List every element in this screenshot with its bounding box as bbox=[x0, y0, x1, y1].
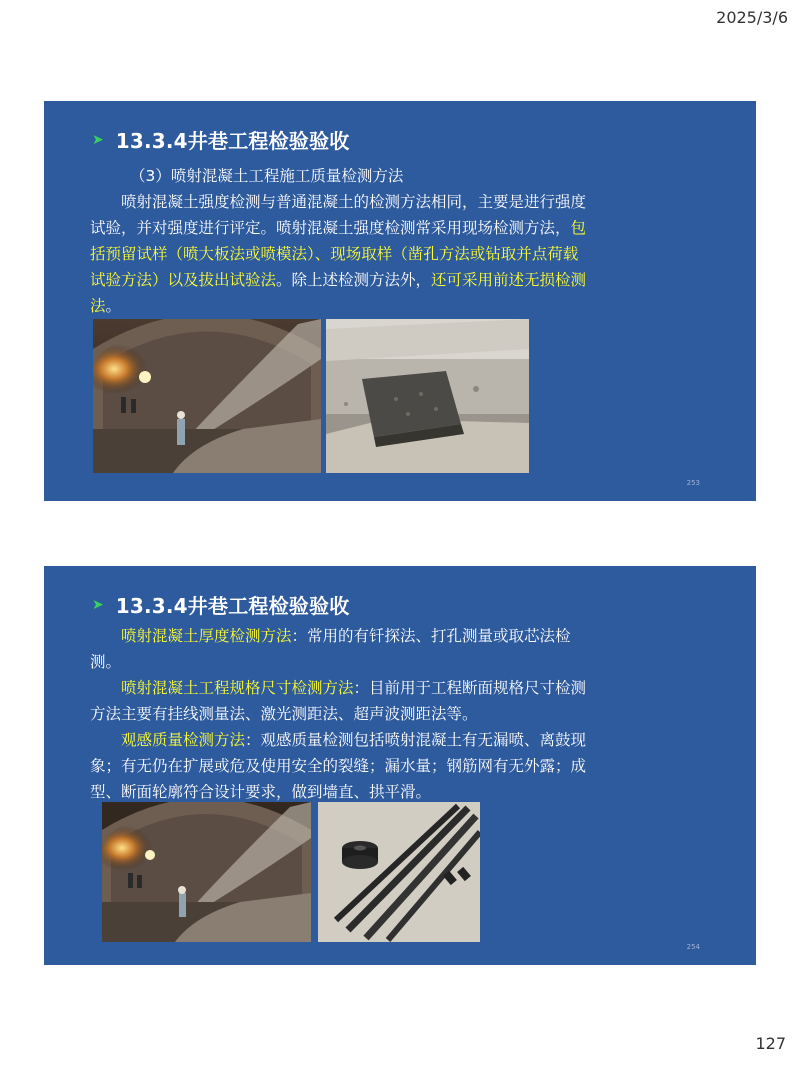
dimension-paragraph bbox=[90, 675, 590, 727]
slide-title: 13.3.4井巷工程检验验收 bbox=[115, 129, 350, 153]
slide-body bbox=[90, 163, 590, 319]
slide-title-row bbox=[92, 590, 349, 619]
drill-rods-photo bbox=[318, 802, 480, 942]
body-paragraph bbox=[90, 189, 590, 319]
highlight-text: 喷射混凝土工程规格尺寸检测方法 bbox=[121, 679, 354, 697]
page-number: 127 bbox=[755, 1034, 786, 1053]
body-text: ：观感质量检测包括喷射混凝土有无漏喷、离鼓现象；有无仍在扩展或危及使用安全的裂缝；漏水量；钢筋网有无外露；成型、断面轮廓符合设计要求，做到墙直、拱平滑。 bbox=[90, 731, 587, 801]
body-text: ：目前用于工程断面规格尺寸检测方法主要有挂线测量法、激光测距法、超声波测距法等。 bbox=[90, 679, 587, 723]
slide-254 bbox=[44, 566, 756, 965]
body-text: ：常用的有钎探法、打孔测量或取芯法检测。 bbox=[90, 627, 571, 671]
body-text: 。 bbox=[105, 297, 122, 315]
arrow-bullet-icon: ➤ bbox=[92, 131, 104, 148]
appearance-paragraph bbox=[90, 727, 590, 805]
slide-title: 13.3.4井巷工程检验验收 bbox=[115, 594, 350, 618]
highlight-text: 喷射混凝土厚度检测方法 bbox=[121, 627, 292, 645]
tunnel-shotcrete-photo bbox=[102, 802, 311, 942]
highlight-text: 观感质量检测方法 bbox=[121, 731, 246, 749]
body-text: 喷射混凝土强度检测与普通混凝土的检测方法相同，主要是进行强度试验，并对强度进行评定。喷射混凝土强度检测常采用现场检测方法， bbox=[90, 193, 587, 237]
thickness-paragraph bbox=[90, 623, 590, 675]
slide-253 bbox=[44, 101, 756, 501]
page-date: 2025/3/6 bbox=[716, 8, 788, 27]
slide-number: 254 bbox=[686, 943, 700, 951]
tunnel-shotcrete-photo bbox=[93, 319, 321, 473]
arrow-bullet-icon: ➤ bbox=[92, 596, 104, 613]
slide-title-row bbox=[92, 125, 349, 154]
highlight-text: 还可采用前述无损检测法 bbox=[90, 271, 587, 315]
shotcrete-panel-mold-photo bbox=[326, 319, 529, 473]
highlight-text: 包括预留试样（喷大板法或喷模法）、现场取样（凿孔方法或钻取并点荷载试验方法）以及拔出试验法 bbox=[90, 219, 587, 289]
body-text: 。除上述检测方法外， bbox=[276, 271, 432, 289]
slide-number: 253 bbox=[686, 479, 700, 487]
slide-body bbox=[90, 623, 590, 805]
section-subtitle: （3）喷射混凝土工程施工质量检测方法 bbox=[130, 167, 404, 185]
